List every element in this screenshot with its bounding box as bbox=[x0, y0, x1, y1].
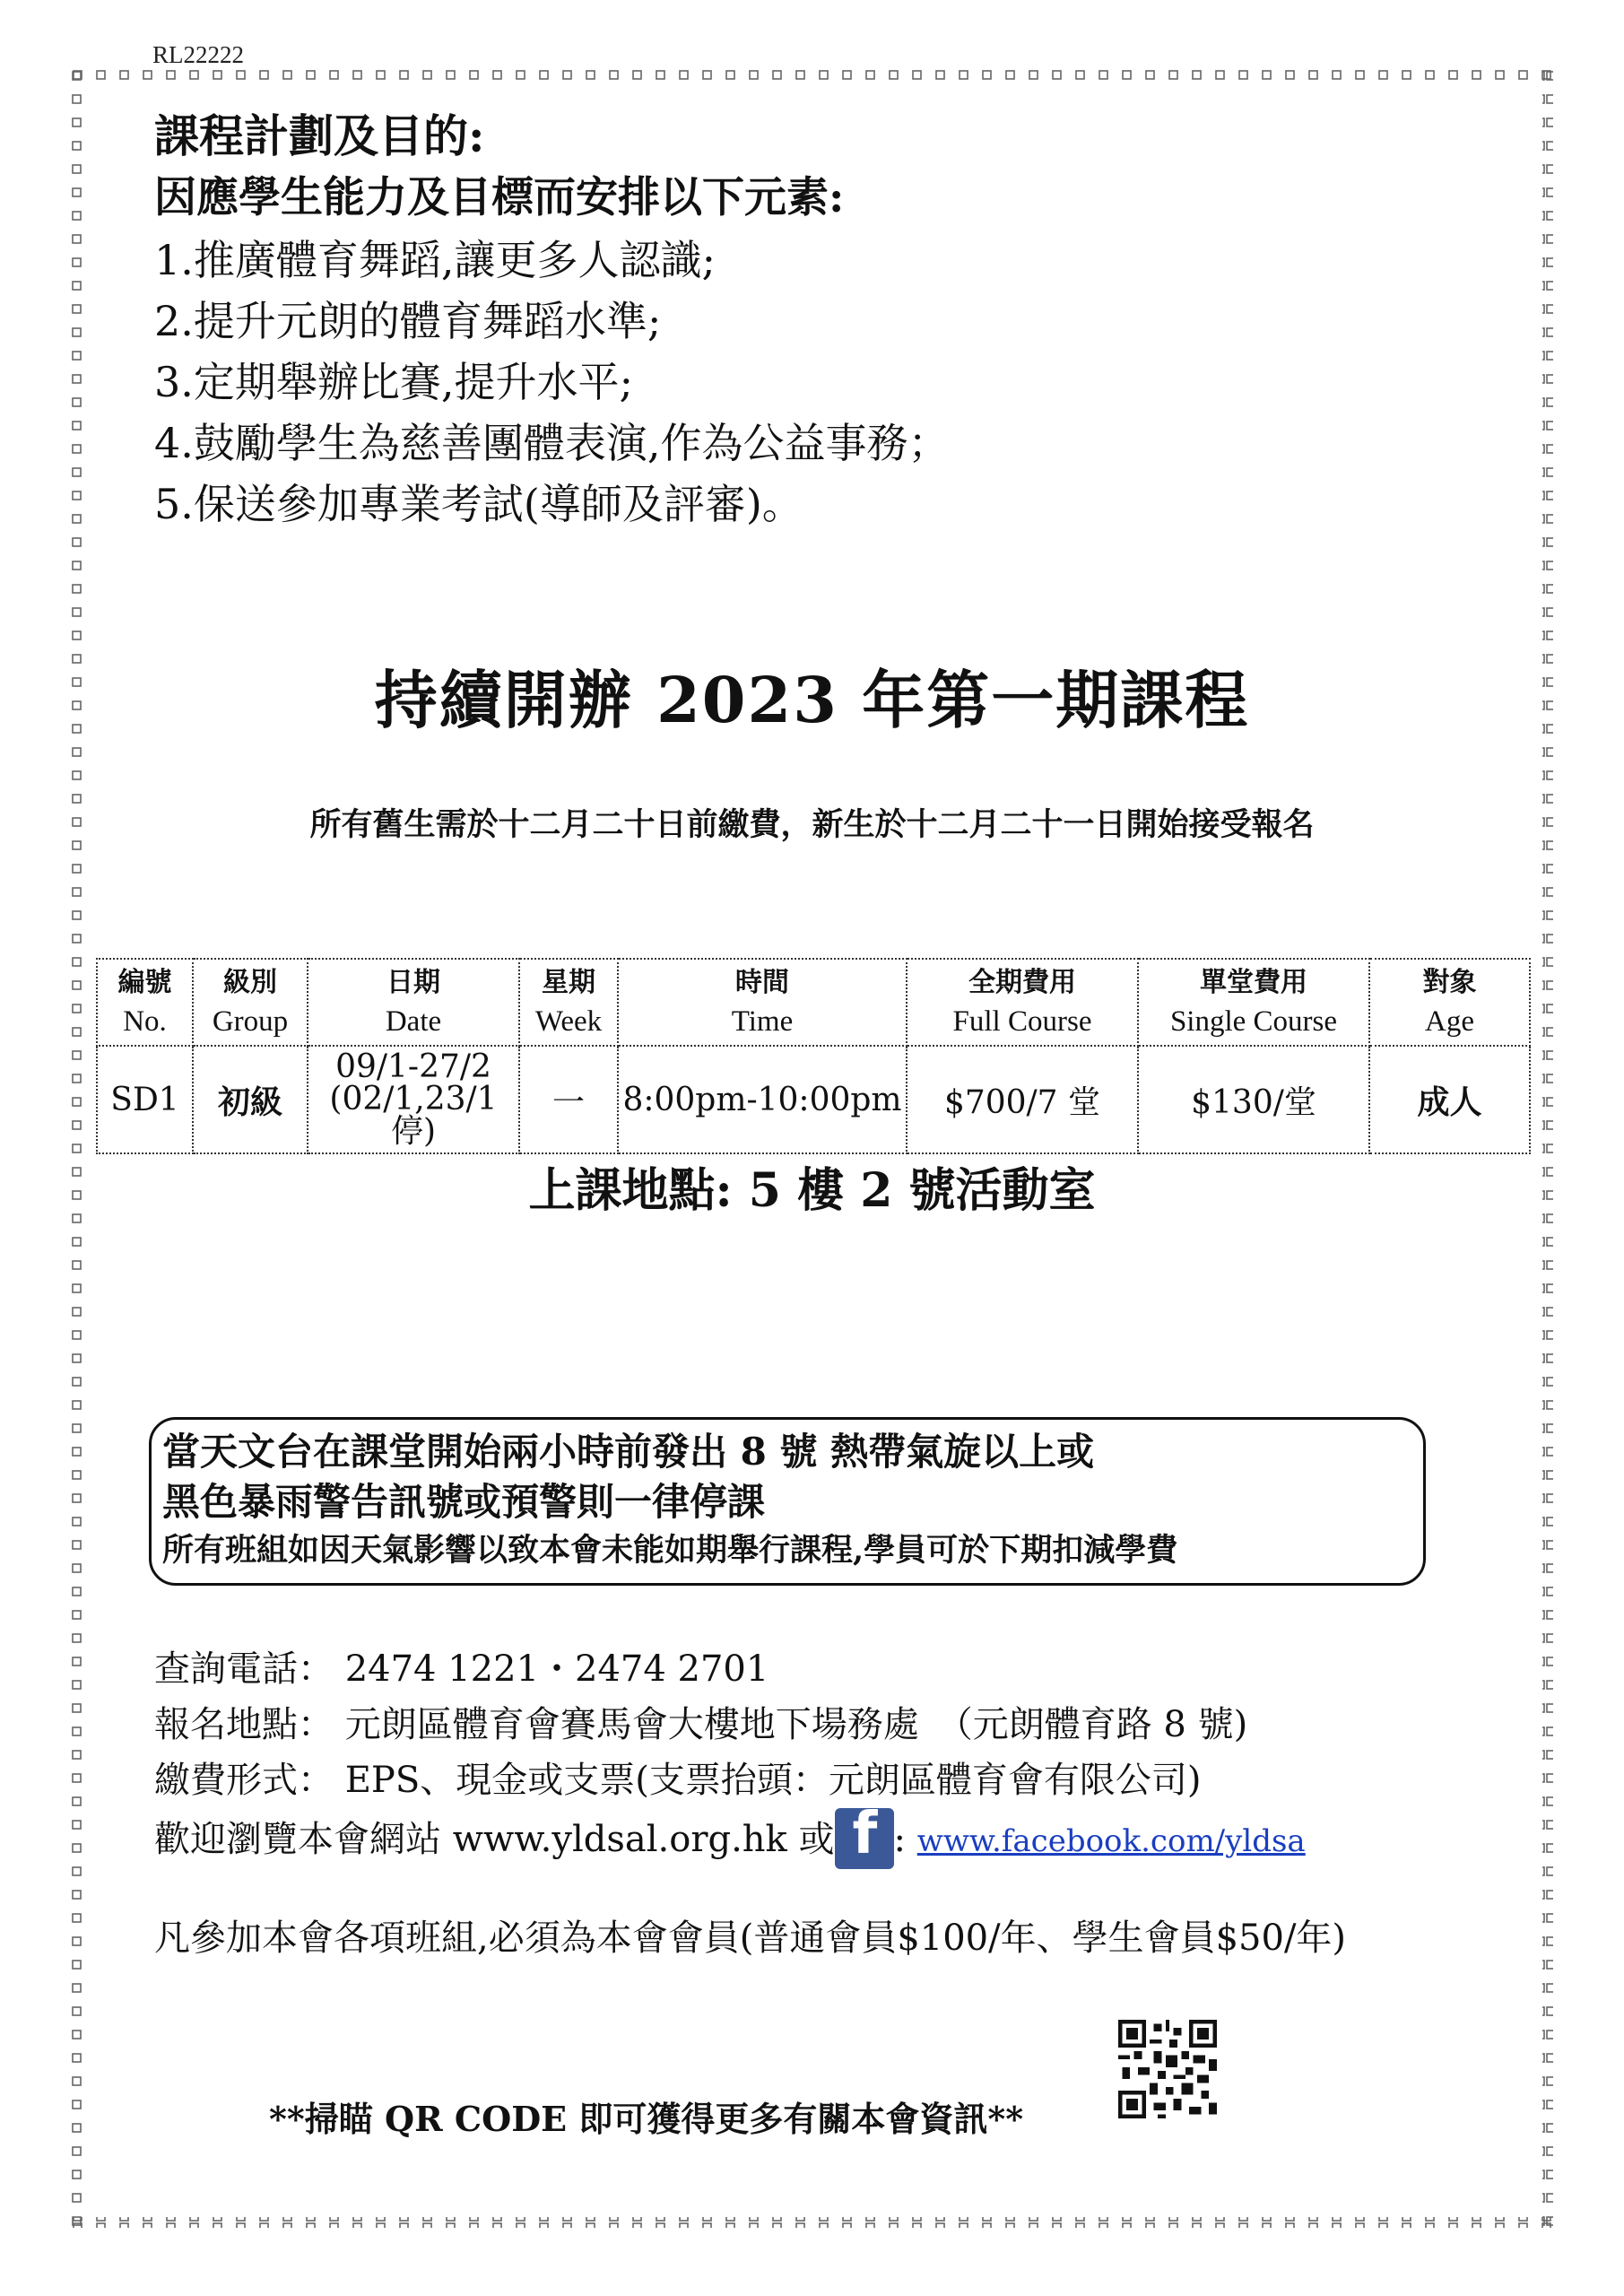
header-time: 時間 Time bbox=[618, 959, 907, 1046]
website-text: 歡迎瀏覽本會網站 www.yldsal.org.hk 或 bbox=[154, 1819, 835, 1860]
contact-info bbox=[154, 1641, 1499, 1869]
facebook-link[interactable]: www.facebook.com/yldsa bbox=[916, 1823, 1306, 1859]
contact-payment: 繳費形式： EPS、現金或支票(支票抬頭：元朗區體育會有限公司) bbox=[154, 1760, 1202, 1801]
weather-notice-box bbox=[149, 1417, 1426, 1586]
facebook-icon bbox=[835, 1808, 894, 1869]
table-header-row bbox=[97, 959, 1530, 1046]
cell-group: 初級 bbox=[193, 1046, 308, 1153]
objective-item: 1.推廣體育舞蹈,讓更多人認識; bbox=[154, 236, 716, 284]
objectives-heading: 課程計劃及目的: bbox=[154, 109, 485, 162]
objective-item: 2.提升元朗的體育舞蹈水準; bbox=[154, 297, 662, 345]
cell-age: 成人 bbox=[1369, 1046, 1530, 1153]
membership-requirement: 凡參加本會各項班組,必須為本會會員(普通會員$100/年、學生會員$50/年) bbox=[154, 1918, 1347, 1959]
table-row bbox=[97, 1046, 1530, 1153]
header-no: 編號 No. bbox=[97, 959, 193, 1046]
header-full-course: 全期費用 Full Course bbox=[907, 959, 1138, 1046]
cell-full-fee: $700/7 堂 bbox=[907, 1046, 1138, 1153]
objective-item: 4.鼓勵學生為慈善團體表演,作為公益事務； bbox=[154, 419, 950, 467]
objective-item: 5.保送參加專業考試(導師及評審)。 bbox=[154, 480, 803, 528]
facebook-separator: : bbox=[893, 1819, 906, 1860]
weather-notice-line: 當天文台在課堂開始兩小時前發出 8 號 熱帶氣旋以上或 bbox=[162, 1430, 1095, 1474]
cell-no: SD1 bbox=[97, 1046, 193, 1153]
class-location: 上課地點: 5 樓 2 號活動室 bbox=[528, 1163, 1096, 1218]
course-table bbox=[96, 958, 1531, 1154]
objectives-list bbox=[154, 230, 1455, 535]
contact-phone: 查詢電話： 2474 1221・2474 2701 bbox=[154, 1648, 769, 1690]
header-date: 日期 Date bbox=[308, 959, 519, 1046]
header-week: 星期 Week bbox=[519, 959, 618, 1046]
cell-week: 一 bbox=[519, 1046, 618, 1153]
header-age: 對象 Age bbox=[1369, 959, 1530, 1046]
objective-item: 3.定期舉辦比賽,提升水平; bbox=[154, 358, 634, 406]
header-single-course: 單堂費用 Single Course bbox=[1138, 959, 1369, 1046]
date-range: 09/1-27/2 bbox=[335, 1048, 491, 1085]
cell-date bbox=[308, 1046, 519, 1153]
qr-code-note: **掃瞄 QR CODE 即可獲得更多有關本會資訊** bbox=[269, 2099, 1024, 2139]
document-code: RL22222 bbox=[152, 41, 245, 68]
main-title: 持續開辦 2023 年第一期課程 bbox=[374, 663, 1250, 737]
header-group: 級別 Group bbox=[193, 959, 308, 1046]
qr-code-icon[interactable] bbox=[1118, 2020, 1217, 2118]
course-objectives bbox=[154, 106, 1455, 535]
weather-notice-line: 黑色暴雨警告訊號或預警則一律停課 bbox=[162, 1480, 766, 1524]
objectives-subheading: 因應學生能力及目標而安排以下元素: bbox=[154, 173, 845, 222]
cell-time: 8:00pm-10:00pm bbox=[618, 1046, 907, 1153]
contact-address: 報名地點： 元朗區體育會賽馬會大樓地下場務處 （元朗體育路 8 號) bbox=[154, 1704, 1248, 1745]
contact-website-line bbox=[154, 1808, 1499, 1869]
cell-single-fee: $130/堂 bbox=[1138, 1046, 1369, 1153]
weather-refund-note: 所有班組如因天氣影響以致本會未能如期舉行課程,學員可於下期扣減學費 bbox=[162, 1532, 1178, 1569]
enrollment-note: 所有舊生需於十二月二十日前繳費，新生於十二月二十一日開始接受報名 bbox=[309, 806, 1315, 843]
date-break: (02/1,23/1 停) bbox=[329, 1081, 498, 1150]
